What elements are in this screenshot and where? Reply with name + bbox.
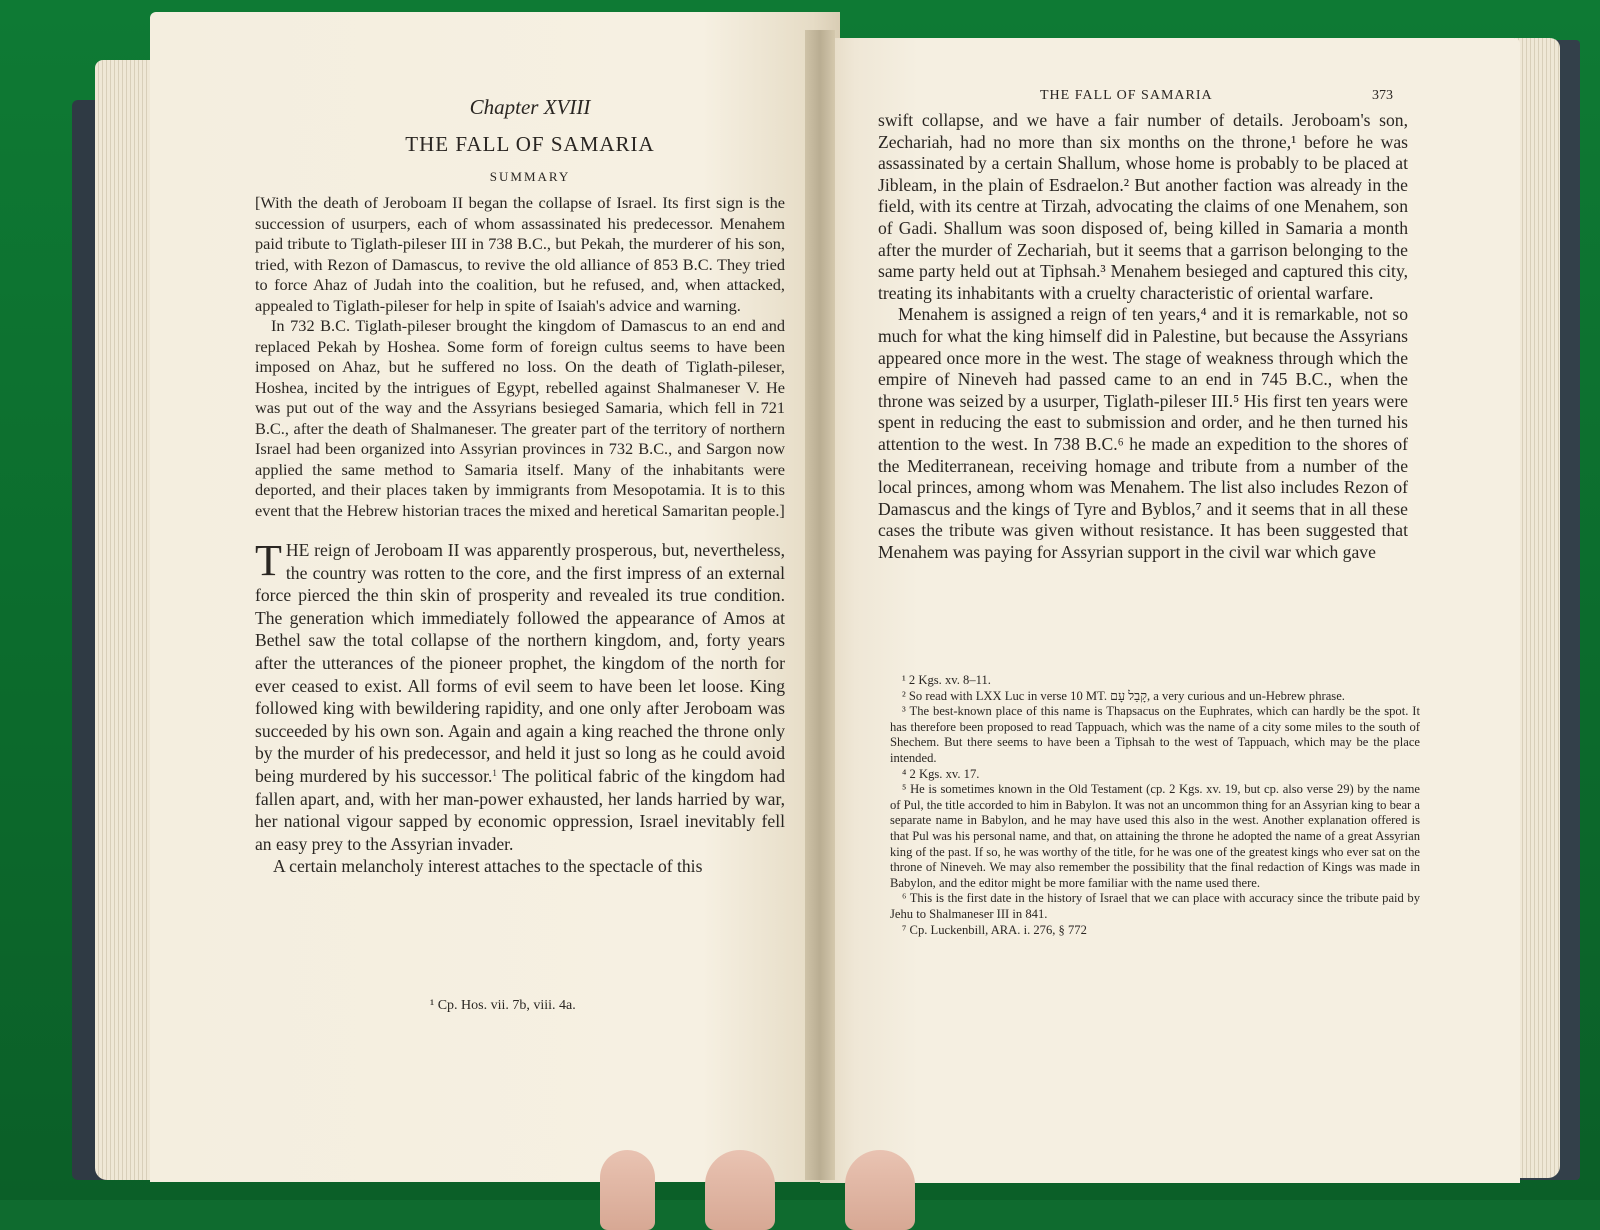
footnotes	[890, 673, 1420, 938]
body-paragraph: A certain melancholy interest attaches to the spectacle of this	[273, 856, 703, 877]
body-paragraph: swift collapse, and we have a fair number of details. Jeroboam's son, Zechariah, had no more than six months on the throne,¹ before he was assassinated by a certain Shallum, whose home is probably to be placed at Jibleam, in the plain of Esdraelon.² But another faction was already in the field, with its centre at Tirzah, advocating the claims of one Menahem, son of Gadi. Shallum was soon disposed of, being killed in Samaria a month after the murder of Zechariah, but it seems that a garrison belonging to the same party held out at Tiphsah.³ Menahem besieged and captured this city, treating its inhabitants with a cruelty characteristic of oriental warfare.	[878, 110, 1408, 303]
footnote: ² So read with LXX Luc in verse 10 MT. קָבַל עָם, a very curious and un-Hebrew phrase.	[902, 688, 1345, 703]
chapter-title: THE FALL OF SAMARIA	[405, 132, 655, 156]
body-text	[878, 110, 1408, 563]
summary-heading: SUMMARY	[489, 169, 571, 184]
finger	[845, 1150, 915, 1230]
right-page-edges	[1515, 38, 1560, 1178]
body-text-run: HE reign of Jeroboam II was apparently prosperous, but, nevertheless, the country was rotten to the core, and the first impress of an external force pierced the thin skin of prosperity and revealed its true condition. The generation which immediately followed the appearance of Amos at Bethel saw the total collapse of the northern kingdom, and, forty years after the utterances of the pioneer prophet, the kingdom of the north for ever ceased to exist. All forms of evil seem to have been let loose. King followed king with bewildering rapidity, and one only after Jeroboam was succeeded by his own son. Again and again a king reached the throne only by the murder of his predecessor, and held it just so long as he could avoid being murdered by his successor.	[255, 540, 785, 786]
finger	[705, 1150, 775, 1230]
summary-block	[255, 193, 785, 521]
running-head: THE FALL OF SAMARIA	[1040, 88, 1213, 103]
book-gutter	[805, 30, 835, 1180]
summary-paragraph: [With the death of Jeroboam II began the collapse of Israel. Its first sign is the succession of usurpers, each of whom assassinated his predecessor. Menahem paid tribute to Tiglath-pileser III in 738 B.C., but Pekah, the murderer of his son, tried, with Rezon of Damascus, to revive the old alliance of 853 B.C. They tried to force Ahaz of Judah into the coalition, but he refused, and, when attacked, appealed to Tiglath-pileser for help in spite of Isaiah's advice and warning.	[255, 193, 785, 315]
body-paragraph: Menahem is assigned a reign of ten years,⁴ and it is remarkable, not so much for what the king himself did in Palestine, but because the Assyrians appeared once more in the west. The stage of weakness through which the empire of Nineveh had passed came to an end in 745 B.C., when the throne was seized by a usurper, Tiglath-pileser III.⁵ His first ten years were spent in reducing the east to submission and order, and he then turned his attention to the west. In 738 B.C.⁶ he made an expedition to the shores of the Mediterranean, receiving homage and tribute from a number of the local princes, among whom was Menahem. The list also includes Rezon of Damascus and the kings of Tyre and Byblos,⁷ and it seems that in all these cases the tribute was given without resistance. It has been suggested that Menahem was paying for Assyrian support in the civil war which gave	[878, 304, 1408, 562]
footnote: ⁷ Cp. Luckenbill, ARA. i. 276, § 772	[902, 922, 1087, 937]
footnote: ⁵ He is sometimes known in the Old Testament (cp. 2 Kgs. xv. 19, but cp. also verse 29) by the name of Pul, the title accorded to him in Babylon. It was not an uncommon thing for an Assyrian king to bear a separate name in Babylon, and he may have used this also in the west. Another explanation offered is that Pul was his personal name, and that, on attaining the throne he adopted the name of a great Assyrian king of the past. If so, he was worthy of the title, for he was one of the greatest kings who ever sat on the throne of Nineveh. We may also remember the possibility that the final redaction of Kings was made in Babylon, and the editor might be more familiar with the name used there.	[890, 782, 1420, 890]
page-number: 373	[1372, 88, 1393, 103]
finger	[600, 1150, 655, 1230]
body-text	[255, 536, 785, 878]
footnote: ⁴ 2 Kgs. xv. 17.	[902, 766, 980, 781]
drop-cap: T	[255, 536, 282, 585]
footnote: ¹ 2 Kgs. xv. 8–11.	[902, 673, 991, 687]
body-text-run: The political fabric of the kingdom had fallen apart, and, with her man-power exhausted, her lands harried by war, her national vigour sapped by economic oppression, Israel inevitably fell an easy prey to the Assyrian invader.	[255, 765, 785, 854]
footnote: ³ The best-known place of this name is Thapsacus on the Euphrates, which can hardly be the spot. It has therefore been proposed to read Tappuach, which was the name of a city some miles to the south of Shechem. But there seems to have been a Tiphsah to the west of Tappuach, which may be the place intended.	[890, 704, 1420, 765]
footnote-marker: 1	[492, 767, 497, 778]
right-page-content	[878, 110, 1408, 563]
footnote: ⁶ This is the first date in the history of Israel that we can place with accuracy since the tribute paid by Jehu to Shalmaneser III in 841.	[890, 891, 1420, 921]
left-footnote: ¹ Cp. Hos. vii. 7b, viii. 4a.	[430, 998, 576, 1013]
chapter-heading: Chapter XVIII	[469, 95, 591, 119]
left-page-content	[255, 95, 785, 878]
body-paragraph	[255, 536, 785, 855]
summary-paragraph: In 732 B.C. Tiglath-pileser brought the kingdom of Damascus to an end and replaced Pekah by Hoshea. Some form of foreign cultus seems to have been imposed on Ahaz, but he suffered no loss. On the death of Tiglath-pileser, Hoshea, incited by the intrigues of Egypt, rebelled against Shalmaneser V. He was put out of the way and the Assyrians besieged Samaria, which fell in 721 B.C., after the death of Shalmaneser. The greater part of the territory of northern Israel had been organized into Assyrian provinces in 732 B.C., and Sargon now applied the same method to Samaria itself. Many of the inhabitants were deported, and their places taken by immigrants from Mesopotamia. It is to this event that the Hebrew historian traces the mixed and heretical Samaritan people.]	[255, 316, 785, 520]
